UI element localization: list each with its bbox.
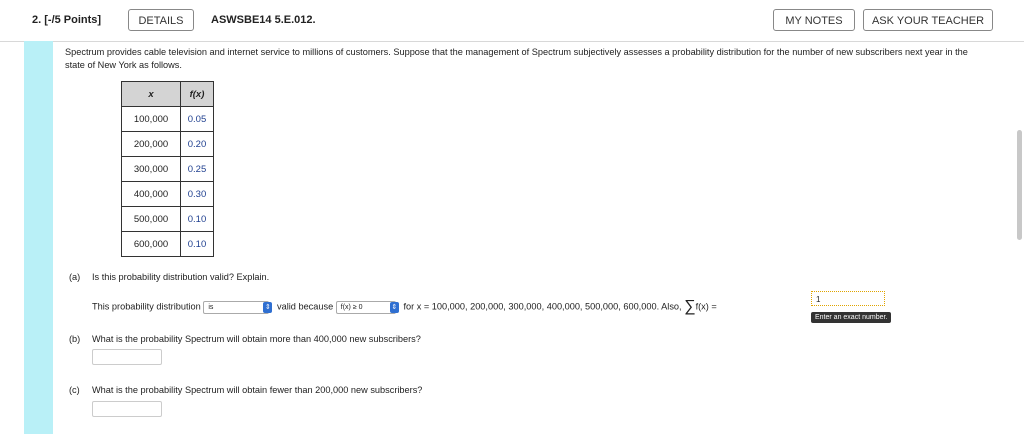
table-header-fx: f(x) — [181, 82, 214, 107]
part-c-question: (c) What is the probability Spectrum will obtain fewer than 200,000 new subscribers? — [69, 385, 423, 395]
question-body — [53, 41, 1003, 434]
fx-value: 0.25 — [181, 157, 214, 182]
x-value: 500,000 — [122, 207, 181, 232]
sigma-symbol: ∑ — [684, 298, 696, 315]
question-number: 2. [-/5 Points] — [32, 14, 102, 26]
my-notes-button[interactable]: MY NOTES — [773, 9, 855, 31]
intro-text: Spectrum provides cable television and internet service to millions of customers. Suppose that the management of Spectrum subjectively assesses a probability distribution for the number of new subscribers next year in the state of New York as follows. — [65, 47, 968, 70]
table-row — [122, 232, 214, 257]
table-row — [122, 207, 214, 232]
table-row — [122, 132, 214, 157]
x-value: 600,000 — [122, 232, 181, 257]
fx-value: 0.20 — [181, 132, 214, 157]
scrollbar[interactable] — [1017, 130, 1022, 240]
details-button[interactable]: DETAILS — [128, 9, 194, 31]
ask-teacher-button[interactable]: ASK YOUR TEACHER — [863, 9, 993, 31]
table-row — [122, 182, 214, 207]
part-a-answer-row: This probability distribution is ⇕ valid because f(x) ≥ 0 ⇕ for x = 100,000, 200,000, 300,000, 400,000, 500,000, 600,000. Also, ∑f(x) = — [92, 298, 717, 315]
fx-value: 0.05 — [181, 107, 214, 132]
input-tooltip: Enter an exact number. — [811, 312, 891, 323]
select-caret-icon: ⇕ — [264, 303, 271, 311]
sum-input[interactable]: 1 — [811, 291, 885, 306]
question-side-bar — [24, 41, 53, 434]
x-value: 100,000 — [122, 107, 181, 132]
fx-value: 0.10 — [181, 232, 214, 257]
table-row — [122, 107, 214, 132]
x-value: 200,000 — [122, 132, 181, 157]
table-row — [122, 157, 214, 182]
fx-value: 0.10 — [181, 207, 214, 232]
assignment-id: ASWSBE14 5.E.012. — [211, 14, 316, 26]
reason-select[interactable]: f(x) ≥ 0 ⇕ — [336, 301, 396, 314]
fx-value: 0.30 — [181, 182, 214, 207]
part-b-question: (b) What is the probability Spectrum will obtain more than 400,000 new subscribers? — [69, 334, 421, 344]
part-b-answer-input[interactable] — [92, 349, 162, 365]
question-header — [0, 0, 1024, 42]
part-a-question: (a) Is this probability distribution valid? Explain. — [69, 272, 270, 282]
distribution-table — [121, 81, 214, 257]
part-c-answer-input[interactable] — [92, 401, 162, 417]
table-header-x: x — [122, 82, 181, 107]
select-caret-icon: ⇕ — [391, 303, 398, 311]
x-value: 400,000 — [122, 182, 181, 207]
x-value: 300,000 — [122, 157, 181, 182]
validity-select[interactable]: is ⇕ — [203, 301, 269, 314]
